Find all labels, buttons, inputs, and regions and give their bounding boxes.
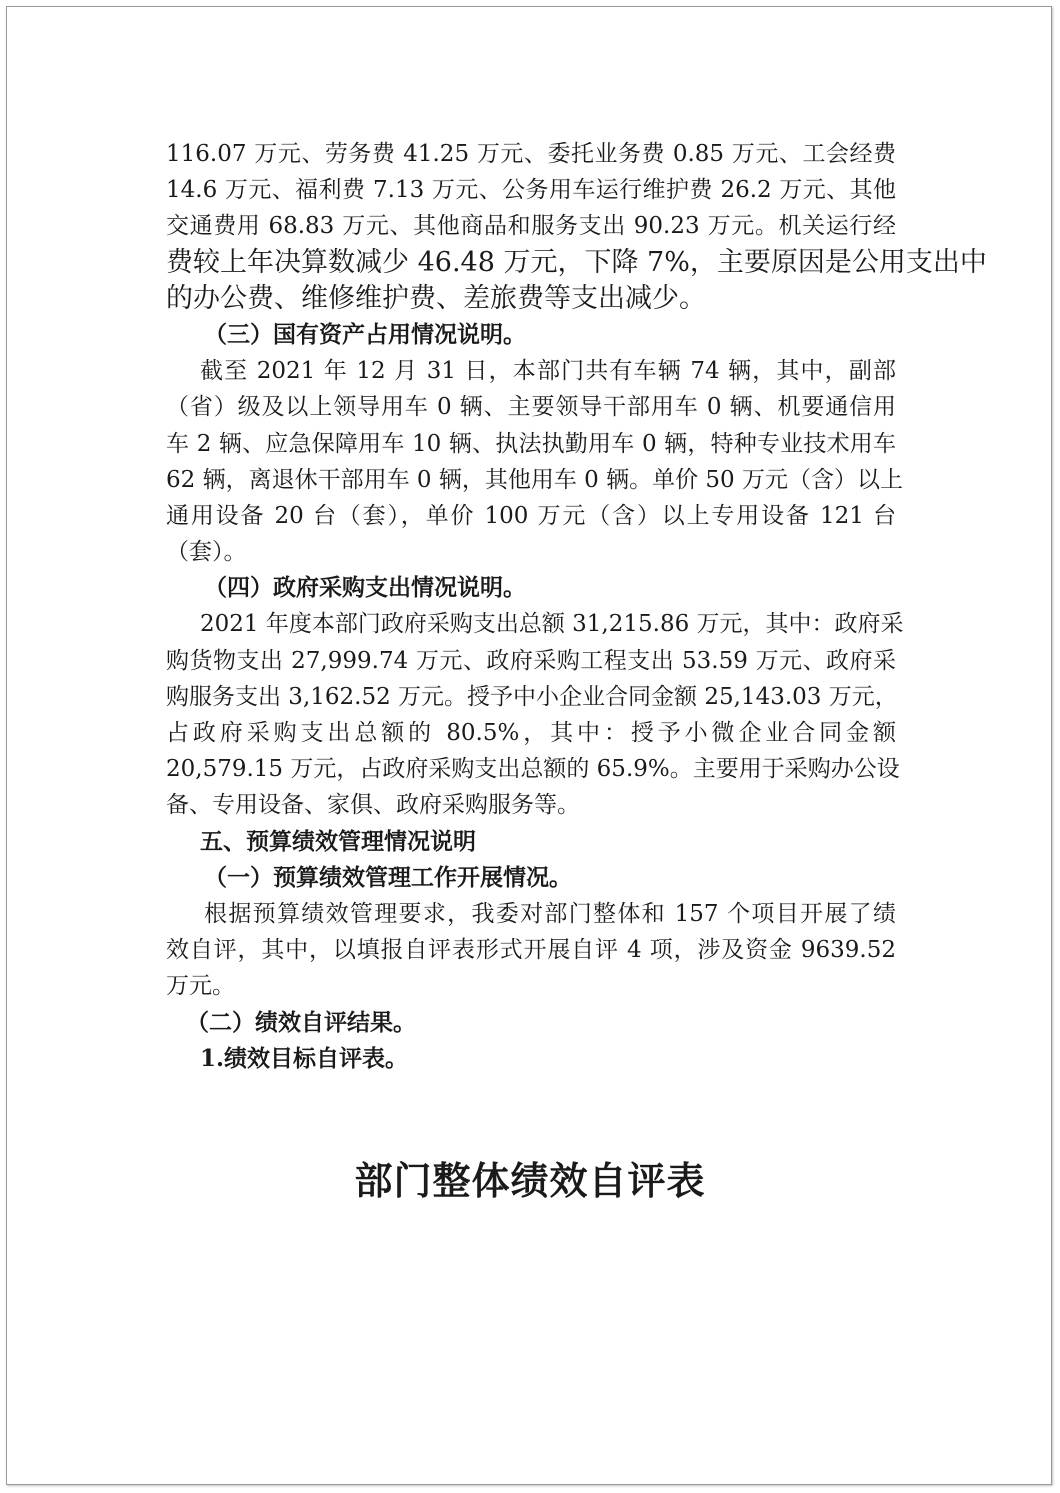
paragraph-line: 通用设备 20 台（套），单价 100 万元（含）以上专用设备 121 台: [166, 502, 896, 529]
paragraph-line: 备、专用设备、家俱、政府采购服务等。: [166, 792, 580, 819]
paragraph-line: 20,579.15 万元，占政府采购支出总额的 65.9%。主要用于采购办公设: [166, 756, 900, 783]
subsection-heading-work: （一）预算绩效管理工作开展情况。: [204, 863, 572, 891]
paragraph-line: 14.6 万元、福利费 7.13 万元、公务用车运行维护费 26.2 万元、其他: [166, 177, 896, 204]
paragraph-line: 效自评，其中，以填报自评表形式开展自评 4 项，涉及资金 9639.52: [166, 937, 896, 964]
paragraph-line: 根据预算绩效管理要求，我委对部门整体和 157 个项目开展了绩: [204, 900, 896, 927]
section-heading-procurement: （四）政府采购支出情况说明。: [204, 574, 526, 602]
paragraph-line: 万元。: [166, 973, 235, 1000]
paragraph-line: 交通费用 68.83 万元、其他商品和服务支出 90.23 万元。机关运行经: [166, 213, 896, 240]
paragraph-line: 62 辆，离退休干部用车 0 辆，其他用车 0 辆。单价 50 万元（含）以上: [166, 466, 903, 493]
subsection-heading-results: （二）绩效自评结果。: [186, 1008, 416, 1036]
paragraph-line: 车 2 辆、应急保障用车 10 辆、执法执勤用车 0 辆，特种专业技术用车: [166, 430, 896, 457]
paragraph-line: 2021 年度本部门政府采购支出总额 31,215.86 万元，其中：政府采: [200, 611, 904, 638]
paragraph-line: 占政府采购支出总额的 80.5%，其中：授予小微企业合同金额: [166, 720, 896, 746]
paragraph-line: （省）级及以上领导用车 0 辆、主要领导干部用车 0 辆、机要通信用: [166, 394, 896, 421]
paragraph-line: （套）。: [166, 539, 247, 566]
paragraph-line: 购服务支出 3,162.52 万元。授予中小企业合同金额 25,143.03 万元，: [166, 683, 898, 710]
paragraph-line: 费较上年决算数减少 46.48 万元，下降 7%，主要原因是公用支出中: [166, 246, 987, 278]
section-heading-assets: （三）国有资产占用情况说明。: [204, 320, 526, 348]
document-body: [166, 136, 987, 1077]
table-title: 部门整体绩效自评表: [354, 1158, 706, 1203]
paragraph-line: 购货物支出 27,999.74 万元、政府采购工程支出 53.59 万元、政府采: [166, 647, 896, 674]
section-heading-performance: 五、预算绩效管理情况说明: [200, 827, 476, 855]
paragraph-line: 116.07 万元、劳务费 41.25 万元、委托业务费 0.85 万元、工会经费: [166, 141, 896, 167]
paragraph-line: 截至 2021 年 12 月 31 日，本部门共有车辆 74 辆，其中，副部: [200, 358, 896, 385]
paragraph-line: 的办公费、维修维护费、差旅费等支出减少。: [166, 282, 706, 314]
list-item: 1.绩效目标自评表。: [200, 1044, 409, 1072]
